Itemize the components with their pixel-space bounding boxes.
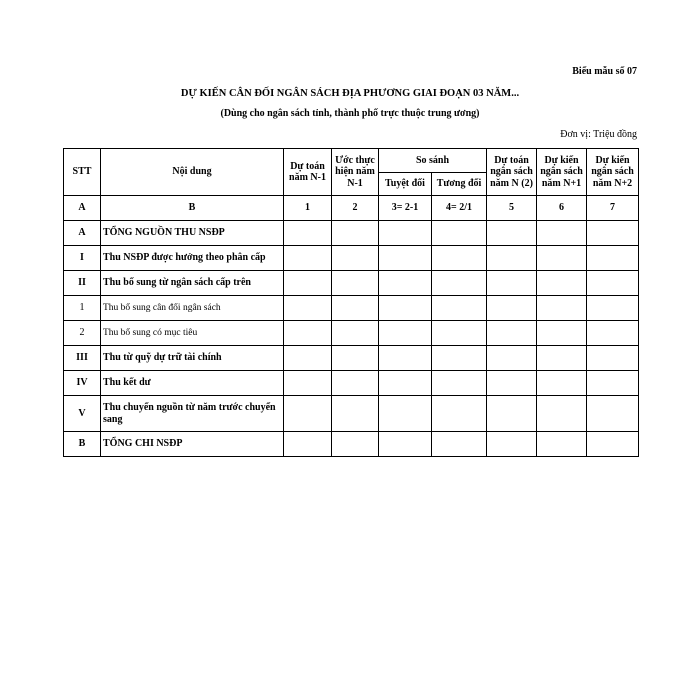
value-cell	[332, 221, 379, 246]
value-cell	[537, 432, 587, 457]
index-cell: 5	[487, 196, 537, 221]
value-cell	[432, 321, 487, 346]
header-content: Nội dung	[101, 149, 284, 196]
value-cell	[432, 271, 487, 296]
value-cell	[379, 246, 432, 271]
value-cell	[537, 321, 587, 346]
row-stt: 1	[64, 296, 101, 321]
row-stt: V	[64, 396, 101, 432]
row-content: Thu chuyển nguồn từ năm trước chuyển sang	[101, 396, 284, 432]
header-row-1	[64, 149, 639, 173]
row-content: Thu từ quỹ dự trữ tài chính	[101, 346, 284, 371]
value-cell	[332, 346, 379, 371]
index-cell: B	[101, 196, 284, 221]
value-cell	[332, 296, 379, 321]
value-cell	[379, 371, 432, 396]
row-stt: III	[64, 346, 101, 371]
value-cell	[537, 221, 587, 246]
form-number: Biểu mẫu số 07	[572, 66, 637, 77]
row-stt: I	[64, 246, 101, 271]
header-stt: STT	[64, 149, 101, 196]
value-cell	[587, 346, 639, 371]
value-cell	[284, 432, 332, 457]
budget-table	[63, 148, 639, 457]
row-content: Thu bổ sung cân đối ngân sách	[101, 296, 284, 321]
header-actual-prev: Ước thực hiện năm N-1	[332, 149, 379, 196]
value-cell	[537, 271, 587, 296]
table-row	[64, 371, 639, 396]
value-cell	[587, 371, 639, 396]
value-cell	[487, 321, 537, 346]
value-cell	[332, 432, 379, 457]
table-row	[64, 271, 639, 296]
value-cell	[332, 396, 379, 432]
value-cell	[379, 296, 432, 321]
table-row	[64, 221, 639, 246]
value-cell	[379, 271, 432, 296]
value-cell	[284, 221, 332, 246]
header-compare: So sánh	[379, 149, 487, 173]
document-subtitle: (Dùng cho ngân sách tỉnh, thành phố trực thuộc trung ương)	[220, 108, 480, 119]
index-cell: 1	[284, 196, 332, 221]
value-cell	[487, 246, 537, 271]
table-row	[64, 346, 639, 371]
value-cell	[379, 396, 432, 432]
table-row	[64, 321, 639, 346]
value-cell	[537, 346, 587, 371]
value-cell	[284, 346, 332, 371]
value-cell	[537, 246, 587, 271]
value-cell	[587, 321, 639, 346]
value-cell	[487, 371, 537, 396]
value-cell	[432, 346, 487, 371]
value-cell	[284, 271, 332, 296]
value-cell	[487, 296, 537, 321]
index-row	[64, 196, 639, 221]
value-cell	[432, 221, 487, 246]
value-cell	[487, 396, 537, 432]
row-content: Thu NSĐP được hưởng theo phân cấp	[101, 246, 284, 271]
value-cell	[284, 321, 332, 346]
row-stt: II	[64, 271, 101, 296]
index-cell: A	[64, 196, 101, 221]
value-cell	[284, 296, 332, 321]
table-row	[64, 296, 639, 321]
header-absolute: Tuyệt đối	[379, 173, 432, 196]
row-content: Thu kết dư	[101, 371, 284, 396]
row-content: Thu bổ sung từ ngân sách cấp trên	[101, 271, 284, 296]
header-estimate-prev: Dự toán năm N-1	[284, 149, 332, 196]
value-cell	[487, 271, 537, 296]
header-estimate-n: Dự toán ngân sách năm N (2)	[487, 149, 537, 196]
value-cell	[432, 246, 487, 271]
header-relative: Tương đối	[432, 173, 487, 196]
value-cell	[587, 246, 639, 271]
value-cell	[432, 396, 487, 432]
value-cell	[284, 396, 332, 432]
value-cell	[332, 271, 379, 296]
value-cell	[379, 321, 432, 346]
value-cell	[379, 221, 432, 246]
value-cell	[487, 432, 537, 457]
document-title: DỰ KIẾN CÂN ĐỐI NGÂN SÁCH ĐỊA PHƯƠNG GIAI ĐOẠN 03 NĂM...	[180, 88, 520, 99]
row-content: TỔNG CHI NSĐP	[101, 432, 284, 457]
value-cell	[379, 346, 432, 371]
table-row	[64, 396, 639, 432]
value-cell	[332, 246, 379, 271]
value-cell	[432, 296, 487, 321]
unit-label: Đơn vị: Triệu đồng	[560, 129, 637, 140]
value-cell	[284, 371, 332, 396]
index-cell: 3= 2-1	[379, 196, 432, 221]
value-cell	[537, 371, 587, 396]
index-cell: 7	[587, 196, 639, 221]
row-content: TỔNG NGUỒN THU NSĐP	[101, 221, 284, 246]
value-cell	[432, 432, 487, 457]
value-cell	[332, 321, 379, 346]
value-cell	[587, 271, 639, 296]
value-cell	[284, 246, 332, 271]
header-forecast-n2: Dự kiến ngân sách năm N+2	[587, 149, 639, 196]
value-cell	[432, 371, 487, 396]
row-stt: A	[64, 221, 101, 246]
index-cell: 2	[332, 196, 379, 221]
value-cell	[379, 432, 432, 457]
value-cell	[487, 346, 537, 371]
value-cell	[537, 396, 587, 432]
index-cell: 4= 2/1	[432, 196, 487, 221]
value-cell	[587, 221, 639, 246]
table-row	[64, 432, 639, 457]
value-cell	[587, 296, 639, 321]
table-row	[64, 246, 639, 271]
value-cell	[487, 221, 537, 246]
header-forecast-n1: Dự kiến ngân sách năm N+1	[537, 149, 587, 196]
value-cell	[587, 432, 639, 457]
value-cell	[537, 296, 587, 321]
value-cell	[587, 396, 639, 432]
row-content: Thu bổ sung có mục tiêu	[101, 321, 284, 346]
value-cell	[332, 371, 379, 396]
row-stt: IV	[64, 371, 101, 396]
row-stt: B	[64, 432, 101, 457]
row-stt: 2	[64, 321, 101, 346]
index-cell: 6	[537, 196, 587, 221]
